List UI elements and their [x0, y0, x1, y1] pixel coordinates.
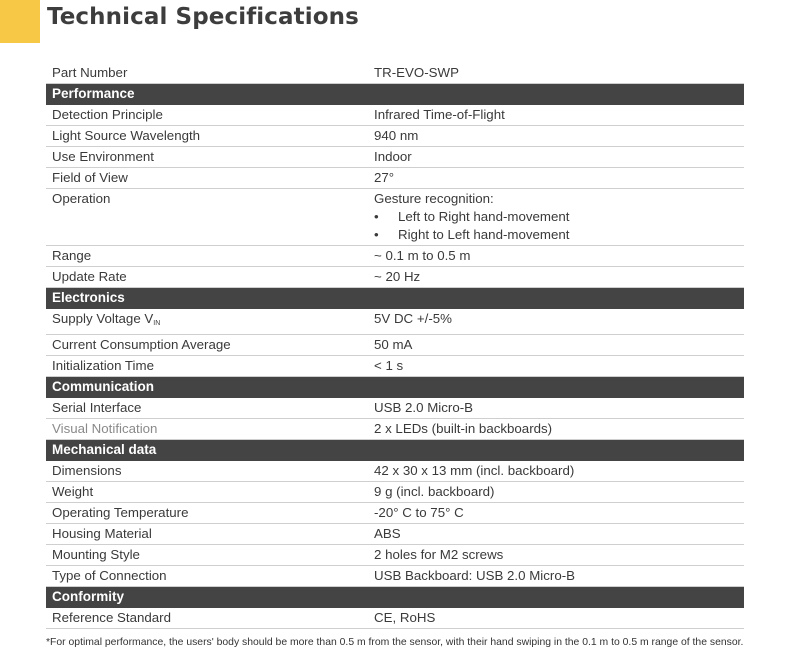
- spec-value: 27°: [368, 168, 744, 189]
- spec-value: -20° C to 75° C: [368, 503, 744, 524]
- section-header-performance: [46, 84, 744, 106]
- spec-value: < 1 s: [368, 356, 744, 377]
- bullet-icon: •: [374, 227, 379, 242]
- table-row: [46, 189, 744, 246]
- spec-value: 9 g (incl. backboard): [368, 482, 744, 503]
- spec-label: Light Source Wavelength: [46, 126, 368, 147]
- table-row: [46, 482, 744, 503]
- bullet-text: Left to Right hand-movement: [398, 209, 570, 224]
- spec-label: Visual Notification: [46, 419, 368, 440]
- section-header-electronics: [46, 288, 744, 310]
- supply-voltage-label: Supply Voltage V: [52, 311, 154, 326]
- section-heading: Conformity: [46, 587, 744, 609]
- spec-label: Serial Interface: [46, 398, 368, 419]
- spec-label: Initialization Time: [46, 356, 368, 377]
- spec-label: Reference Standard: [46, 608, 368, 629]
- title-accent-bar: [0, 0, 40, 43]
- spec-label: Operation: [46, 189, 368, 246]
- spec-value: Indoor: [368, 147, 744, 168]
- bullet-text: Right to Left hand-movement: [398, 227, 570, 242]
- table-row: [46, 356, 744, 377]
- spec-value-operation: [368, 189, 744, 246]
- spec-table: [46, 63, 744, 629]
- table-row: [46, 63, 744, 84]
- section-heading: Electronics: [46, 288, 744, 310]
- spec-value: 42 x 30 x 13 mm (incl. backboard): [368, 461, 744, 482]
- table-row: [46, 335, 744, 356]
- spec-value: TR-EVO-SWP: [368, 63, 744, 84]
- footnote: *For optimal performance, the users' body should be more than 0.5 m from the sensor, with their hand swiping in the 0.1 m to 0.5 m range of the sensor.: [46, 637, 744, 648]
- spec-label: [46, 309, 368, 335]
- spec-value: ~ 20 Hz: [368, 267, 744, 288]
- spec-value: USB 2.0 Micro-B: [368, 398, 744, 419]
- spec-label: Update Rate: [46, 267, 368, 288]
- spec-value: Infrared Time-of-Flight: [368, 105, 744, 126]
- table-row: [46, 147, 744, 168]
- table-row: [46, 105, 744, 126]
- spec-label: Mounting Style: [46, 545, 368, 566]
- page-title: Technical Specifications: [47, 4, 359, 30]
- spec-label: Range: [46, 246, 368, 267]
- spec-label: Weight: [46, 482, 368, 503]
- spec-value: 940 nm: [368, 126, 744, 147]
- table-row: [46, 545, 744, 566]
- spec-label: Field of View: [46, 168, 368, 189]
- spec-value: 2 holes for M2 screws: [368, 545, 744, 566]
- table-row: [46, 566, 744, 587]
- table-row: [46, 246, 744, 267]
- section-header-conformity: [46, 587, 744, 609]
- spec-value: 5V DC +/-5%: [368, 309, 744, 335]
- spec-label: Current Consumption Average: [46, 335, 368, 356]
- table-row: [46, 309, 744, 335]
- table-row: [46, 524, 744, 545]
- spec-label: Dimensions: [46, 461, 368, 482]
- spec-value: ~ 0.1 m to 0.5 m: [368, 246, 744, 267]
- list-item: [374, 208, 744, 226]
- table-row: [46, 419, 744, 440]
- section-heading: Performance: [46, 84, 744, 106]
- spec-label: Use Environment: [46, 147, 368, 168]
- table-row: [46, 503, 744, 524]
- bullet-icon: •: [374, 209, 379, 224]
- section-heading: Mechanical data: [46, 440, 744, 462]
- spec-label: Type of Connection: [46, 566, 368, 587]
- supply-voltage-subscript: IN: [153, 320, 161, 327]
- spec-label: Operating Temperature: [46, 503, 368, 524]
- spec-value: USB Backboard: USB 2.0 Micro-B: [368, 566, 744, 587]
- spec-label: Housing Material: [46, 524, 368, 545]
- spec-value: 2 x LEDs (built-in backboards): [368, 419, 744, 440]
- table-row: [46, 398, 744, 419]
- list-item: [374, 226, 744, 244]
- table-row: [46, 168, 744, 189]
- spec-value: 50 mA: [368, 335, 744, 356]
- operation-intro: Gesture recognition:: [374, 191, 494, 206]
- spec-label: Detection Principle: [46, 105, 368, 126]
- section-header-communication: [46, 377, 744, 399]
- table-row: [46, 126, 744, 147]
- spec-label: Part Number: [46, 63, 368, 84]
- section-heading: Communication: [46, 377, 744, 399]
- section-header-mechanical: [46, 440, 744, 462]
- spec-value: ABS: [368, 524, 744, 545]
- table-row: [46, 267, 744, 288]
- spec-value: CE, RoHS: [368, 608, 744, 629]
- table-row: [46, 461, 744, 482]
- table-row: [46, 608, 744, 629]
